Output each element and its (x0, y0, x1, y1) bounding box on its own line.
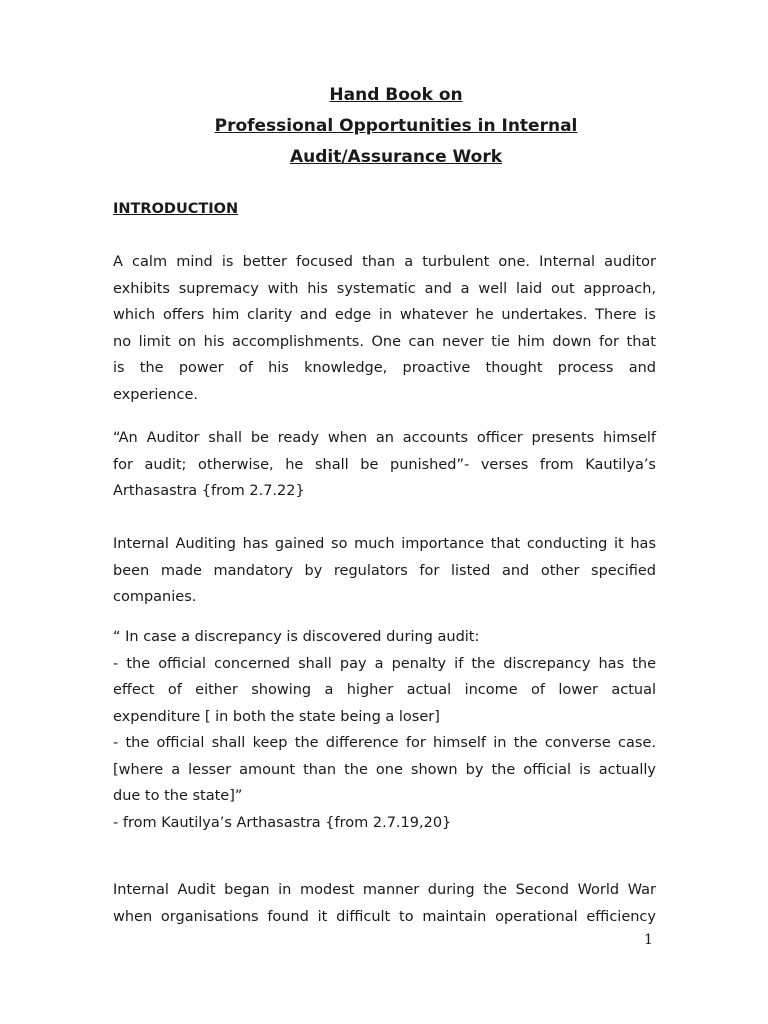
paragraph-line: for audit; otherwise, he shall be punished”- verses from Kautilya’s (113, 456, 656, 473)
paragraph-4-quote (113, 624, 656, 836)
paragraph-line: - the official shall keep the difference for himself in the converse case. (113, 735, 656, 751)
paragraph-line: - the official concerned shall pay a penalty if the discrepancy has the (113, 655, 656, 672)
paragraph-line: Internal Audit began in modest manner during the Second World War (113, 882, 656, 898)
document-title (0, 80, 768, 173)
section-heading-introduction: INTRODUCTION (113, 201, 239, 217)
paragraph-line: expenditure [ in both the state being a loser] (113, 708, 440, 725)
paragraph-line: Arthasastra {from 2.7.22} (113, 483, 305, 499)
paragraph-line: [where a lesser amount than the one shown by the official is actually (113, 761, 656, 778)
paragraph-line: due to the state]” (113, 788, 243, 804)
paragraph-line: is the power of his knowledge, proactive thought process and (113, 360, 656, 376)
paragraph-line: A calm mind is better focused than a turbulent one. Internal auditor (113, 254, 656, 270)
paragraph-line: “An Auditor shall be ready when an accounts officer presents himself (113, 430, 656, 446)
title-line-1: Hand Book on (329, 85, 463, 105)
paragraph-line: been made mandatory by regulators for listed and other specified (113, 562, 656, 579)
paragraph-line: - from Kautilya’s Arthasastra {from 2.7.19,20} (113, 814, 452, 831)
paragraph-1 (113, 249, 656, 408)
paragraph-line: experience. (113, 386, 198, 403)
paragraph-line: which offers him clarity and edge in whatever he undertakes. There is (113, 307, 656, 323)
paragraph-line: exhibits supremacy with his systematic and a well laid out approach, (113, 280, 656, 297)
paragraph-line: when organisations found it difficult to maintain operational efficiency (113, 908, 656, 925)
page-number: 1 (644, 932, 653, 948)
paragraph-line: effect of either showing a higher actual income of lower actual (113, 682, 656, 698)
paragraph-2-quote (113, 425, 656, 505)
title-line-2: Professional Opportunities in Internal (214, 116, 578, 136)
title-line-3: Audit/Assurance Work (289, 147, 503, 167)
paragraph-line: companies. (113, 589, 197, 605)
paragraph-line: no limit on his accomplishments. One can never tie him down for that (113, 333, 656, 350)
paragraph-5 (113, 877, 656, 930)
paragraph-line: Internal Auditing has gained so much importance that conducting it has (113, 536, 656, 552)
paragraph-line: “ In case a discrepancy is discovered during audit: (113, 629, 480, 645)
paragraph-3 (113, 531, 656, 611)
